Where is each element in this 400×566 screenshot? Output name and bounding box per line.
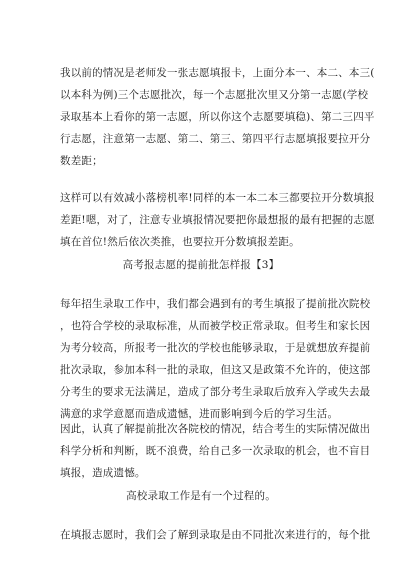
section-heading: 高考报志愿的提前批怎样报【3】 [122,259,280,271]
paragraph-volunteer-card [60,62,375,172]
text-line: 行志愿，注意第一志愿、第二、第三、第四平行志愿填报要拉开分 [60,133,371,145]
text-line: 我以前的情况是老师发一张志愿填报卡，上面分本一、本二、本三( [60,67,375,79]
paragraph-conclusion [60,418,371,484]
text-line: 差距!嗯，对了，注意专业填报情况要把你最想报的最有把握的志愿 [60,214,375,226]
paragraph-admission-batches [60,524,371,546]
text-line: 数差距； [60,155,103,167]
paragraph-score-gap [60,187,375,253]
text-line: 这样可以有效减小落榜机率!同样的本一本二本三都要拉开分数填报 [60,192,375,204]
text-line: 填报，造成遗憾。 [60,467,146,479]
text-line: 因此，认真了解提前批次各院校的情况，结合考生的实际情况做出 [60,423,371,435]
text-line: ，也符合学校的录取标准，从而被学校正常录取。但考生和家长因 [60,320,371,332]
text-line: 分考生的要求无法满足，造成了部分考生录取后放弃入学或失去最 [60,386,371,398]
text-line: 科学分析和判断，既不浪费，给自己多一次录取的机会，也不盲目 [60,445,371,457]
text-line: 在填报志愿时，我们会了解到录取是由不同批次来进行的，每个批 [60,529,371,541]
section-subheading: 高校录取工作是有一个过程的。 [126,490,276,502]
text-line: 批次录取，参加本科一批的录取，但这又是政策不允许的，使这部 [60,364,371,376]
text-line: 录取基本上看你的第一志愿，所以你这个志愿要填稳)、第二三四平 [60,111,375,123]
text-line: 以本科为例)三个志愿批次，每一个志愿批次里又分第一志愿(学校 [60,89,369,101]
text-line: 满意的求学意愿而造成遗憾，进而影响到今后的学习生活。 [60,408,339,420]
text-line: 每年招生录取工作中，我们都会遇到有的考生填报了提前批次院校 [60,298,371,310]
text-line: 为考分较高，所报考一批次的学校也能够录取，于是就想放弃提前 [60,342,371,354]
text-line: 填在首位!然后依次类推，也要拉开分数填报差距。 [60,236,300,248]
paragraph-early-admission [60,293,371,425]
